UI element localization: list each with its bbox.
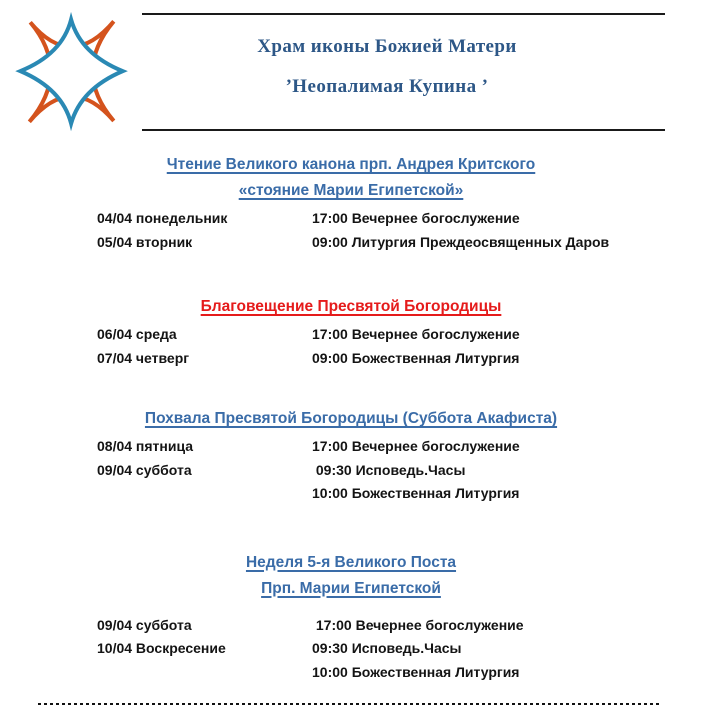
section-heading-line: «стояние Марии Египетской» [238, 182, 464, 199]
schedule-row [97, 347, 667, 371]
schedule-row [97, 435, 667, 459]
section-rows [97, 323, 667, 370]
schedule-row [97, 231, 667, 255]
row-date: 10/04 Воскресение [97, 640, 226, 656]
row-date: 09/04 суббота [97, 461, 192, 478]
section-rows [97, 435, 667, 506]
row-event: 10:00 Божественная Литургия [312, 485, 520, 501]
section-rows [97, 207, 667, 254]
schedule-row [97, 323, 667, 347]
row-date: 04/04 понедельник [97, 210, 228, 226]
row-event: 17:00 Вечернее богослужение [312, 616, 524, 633]
row-date: 08/04 пятница [97, 438, 194, 454]
row-event: 17:00 Вечернее богослужение [312, 438, 520, 454]
row-event: 09:00 Божественная Литургия [312, 349, 520, 366]
burning-bush-star-icon [8, 8, 136, 136]
section-heading-line: Неделя 5-я Великого Поста [245, 553, 457, 571]
schedule-row [97, 207, 667, 231]
row-date: 09/04 суббота [97, 616, 192, 633]
section-heading [97, 406, 605, 432]
row-event: 17:00 Вечернее богослужение [312, 210, 520, 226]
header-rule-top [142, 13, 665, 15]
schedule [97, 152, 667, 684]
row-date: 06/04 среда [97, 326, 177, 342]
section-heading-line: Похвала Пресвятой Богородицы (Суббота Акафиста) [144, 410, 558, 427]
footer-dotted-divider [38, 703, 662, 705]
section-heading [97, 294, 605, 320]
row-event: 09:30 Исповедь.Часы [312, 461, 466, 478]
row-date: 05/04 вторник [97, 233, 193, 250]
schedule-row [97, 661, 667, 685]
header-rule-bottom [142, 129, 665, 131]
row-date [97, 482, 312, 506]
section-great-canon [97, 152, 667, 254]
schedule-row [97, 459, 667, 483]
star-blue-shape [20, 20, 122, 124]
section-heading [97, 550, 605, 602]
row-event: 10:00 Божественная Литургия [312, 663, 520, 680]
section-week-5-lent [97, 550, 667, 685]
section-heading-line: Чтение Великого канона прп. Андрея Критского [166, 156, 536, 173]
church-subtitle: ’Неопалимая Купина ’ [285, 76, 489, 97]
schedule-row [97, 614, 667, 638]
row-date [97, 661, 312, 685]
section-annunciation [97, 294, 667, 370]
section-akathist-saturday [97, 406, 667, 506]
row-event: 09:30 Исповедь.Часы [312, 640, 462, 656]
schedule-row [97, 637, 667, 661]
section-rows [97, 614, 667, 685]
church-title: Храм иконы Божией Матери [257, 36, 517, 57]
section-heading [97, 152, 605, 204]
row-event: 17:00 Вечернее богослужение [312, 326, 520, 342]
section-heading-line: Прп. Марии Египетской [261, 579, 441, 597]
row-date: 07/04 четверг [97, 349, 190, 366]
row-event: 09:00 Литургия Преждеосвященных Даров [312, 233, 610, 250]
section-heading-line: Благовещение Пресвятой Богородицы [200, 298, 502, 315]
schedule-row [97, 482, 667, 506]
